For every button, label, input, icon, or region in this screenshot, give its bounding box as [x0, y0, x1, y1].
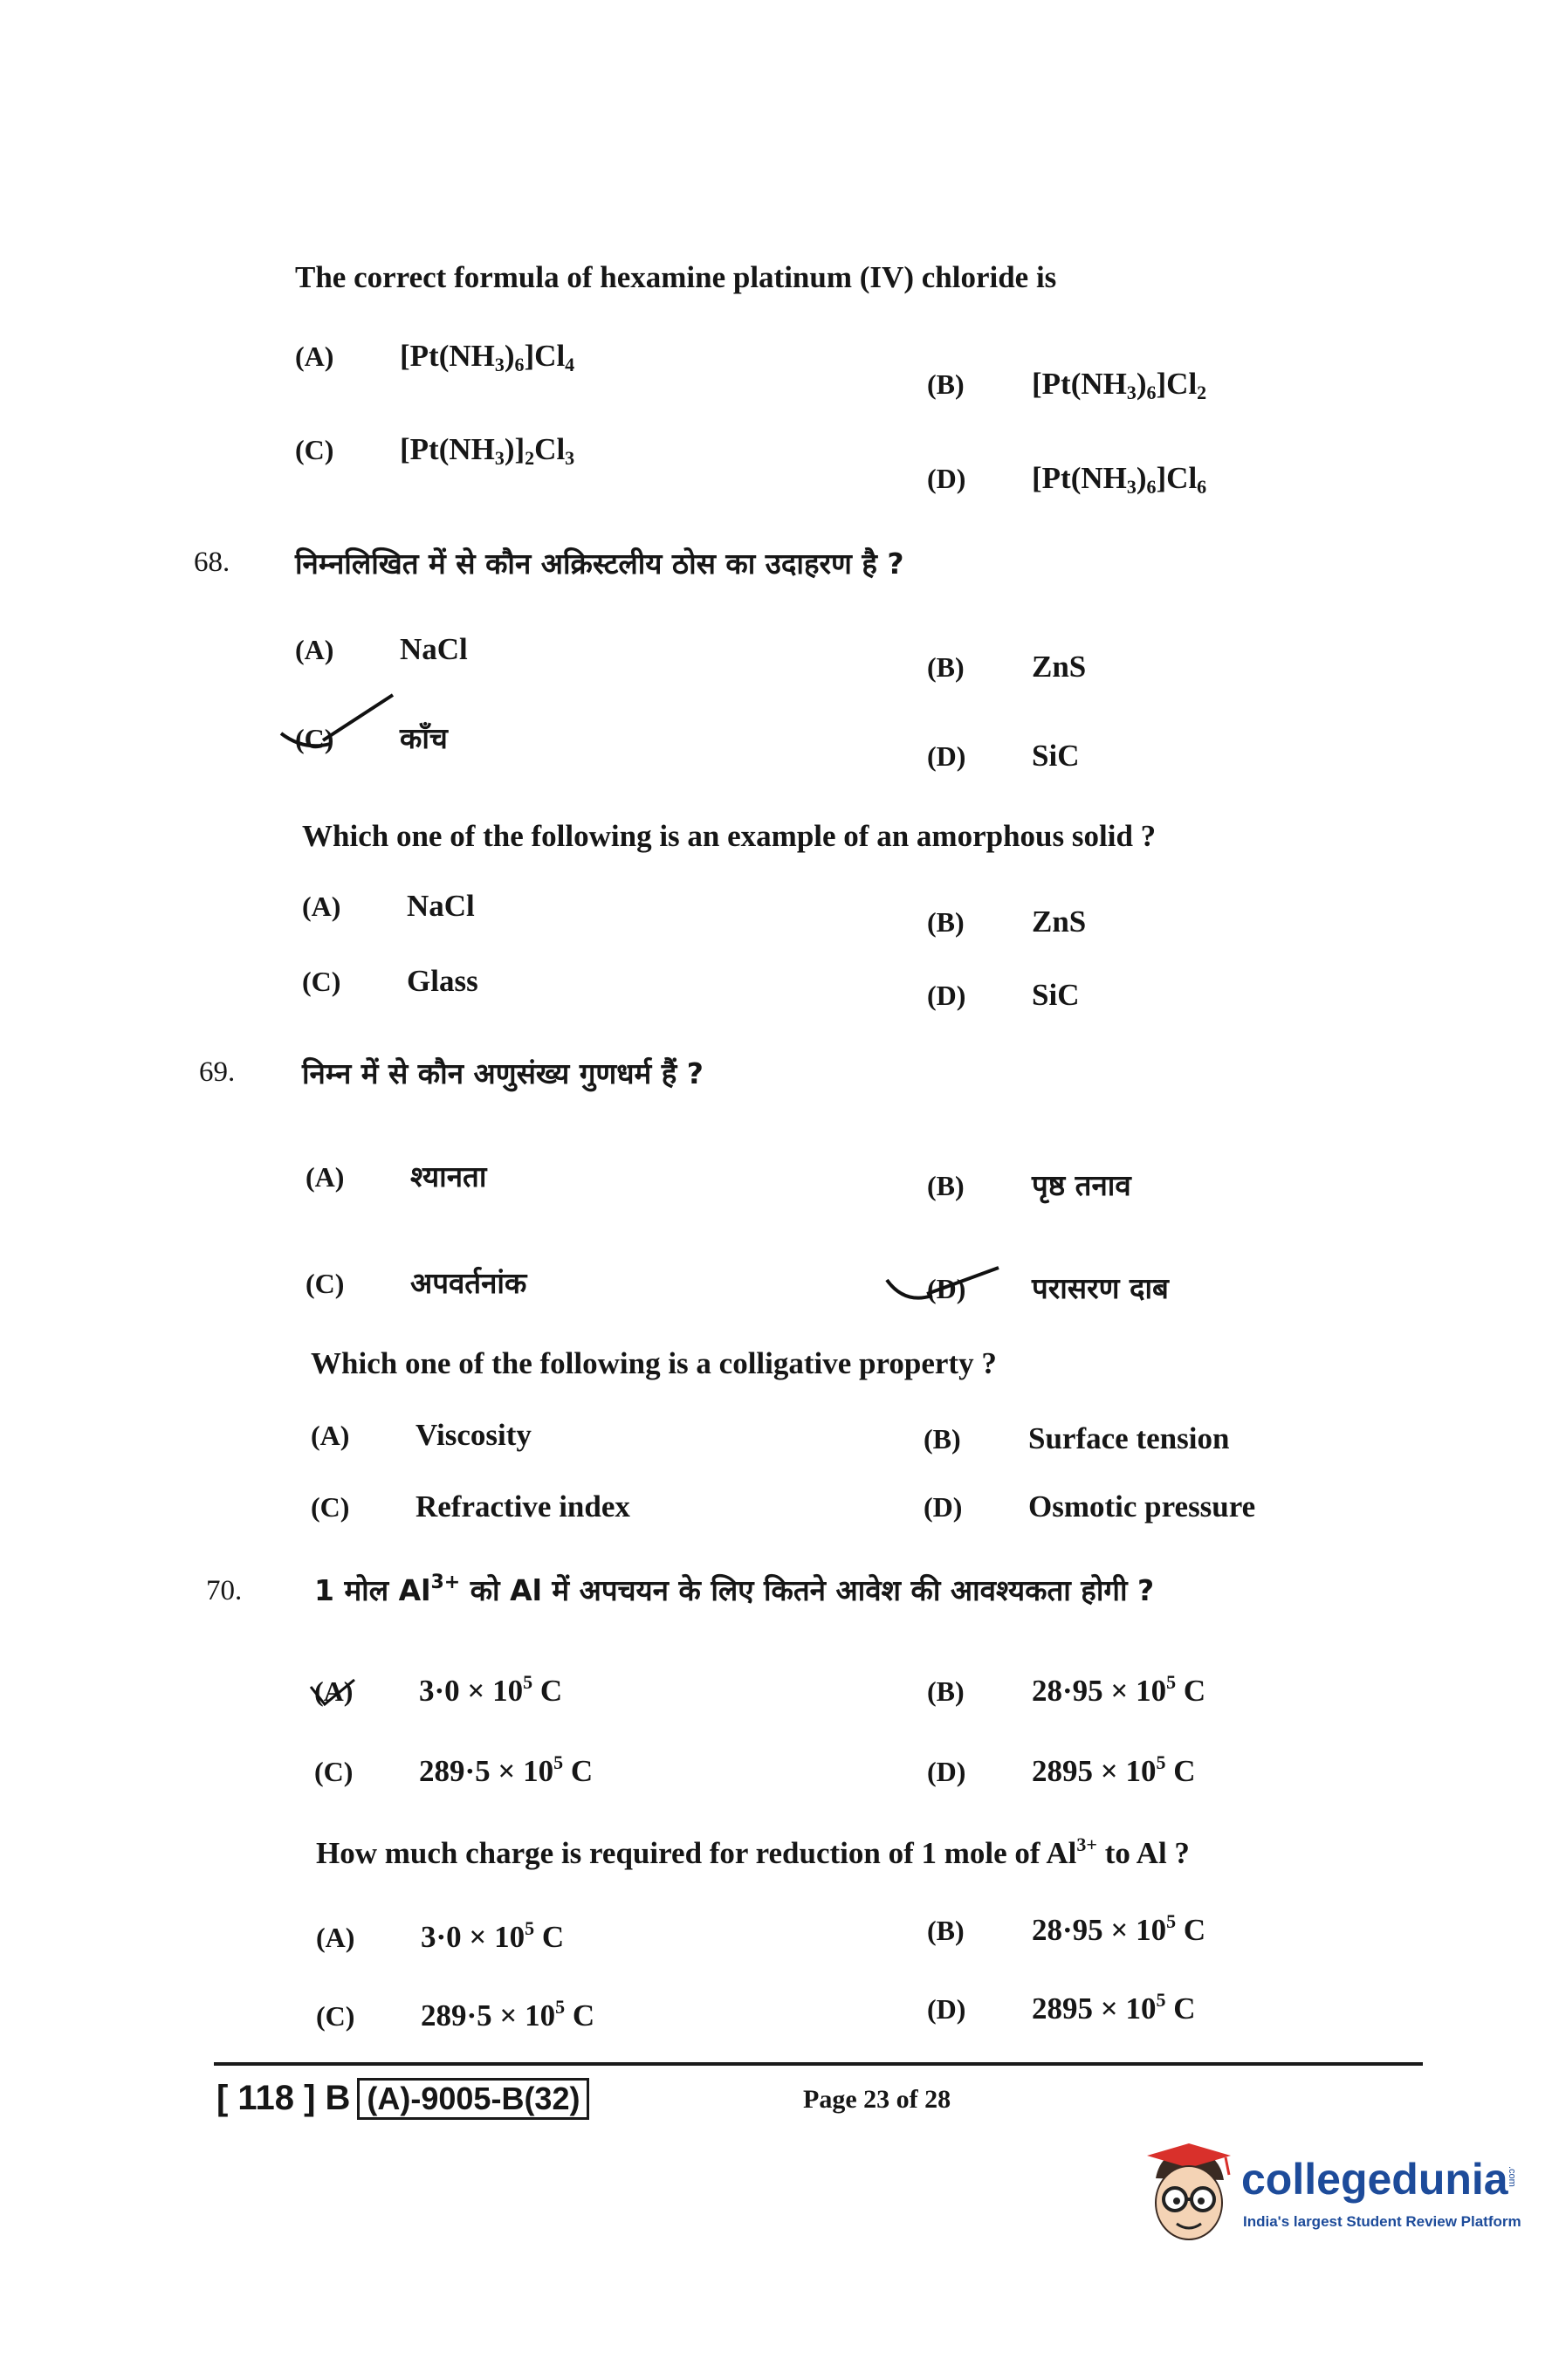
question-70-stem-hindi: 1 मोल $Al^{3+}$ को Al में अपचयन के लिए कितने आवेश की आवश्यकता होगी ? [314, 1572, 1155, 1607]
question-68-stem-hindi: निम्नलिखित में से कौन अक्रिस्टलीय ठोस का उदाहरण है ? [295, 547, 904, 581]
option-value: अपवर्तनांक [410, 1266, 527, 1300]
option-label: (C) [311, 1491, 350, 1523]
option-label: (D) [927, 1756, 966, 1787]
brand-tagline: India's largest Student Review Platform [1243, 2213, 1521, 2230]
option-label: (A) [295, 634, 334, 665]
option-label: (A) [311, 1420, 350, 1451]
question-number: 70. [206, 1575, 243, 1606]
mascot-icon [1143, 2143, 1234, 2248]
question-number: 68. [194, 547, 230, 578]
q69-en-option-b[interactable] [924, 1421, 1229, 1456]
option-value: $[Pt(NH_3)_6]Cl_4$ [400, 339, 575, 375]
q70-hi-option-d[interactable] [927, 1751, 1195, 1789]
q70-en-option-d[interactable] [927, 1989, 1195, 2026]
option-label: (A) [302, 891, 341, 922]
option-value: SiC [1032, 739, 1080, 773]
option-label: (D) [927, 463, 966, 494]
q69-en-option-d[interactable] [924, 1489, 1255, 1524]
question-69-stem-english: Which one of the following is a colligative property ? [311, 1346, 997, 1380]
q69-hi-option-c[interactable] [306, 1262, 526, 1302]
option-value: पृष्ठ तनाव [1032, 1168, 1131, 1202]
q68-en-option-a[interactable] [302, 889, 475, 924]
option-label: (B) [927, 906, 965, 938]
paper-code: [ 118 ] B (A)-9005-B(32) [216, 2078, 589, 2120]
option-label: (C) [306, 1268, 345, 1299]
option-value: $[Pt(NH_3)]_2Cl_3$ [400, 432, 575, 469]
q70-hi-option-a[interactable] [314, 1671, 562, 1709]
option-value: $3\cdot 0 \times 10^5$ C [421, 1917, 565, 1954]
option-label: (A) [295, 340, 334, 372]
option-label: (B) [927, 651, 965, 683]
option-value: $[Pt(NH_3)_6]Cl_6$ [1032, 461, 1207, 498]
option-label: (D) [924, 1491, 963, 1523]
q67-option-d[interactable] [927, 461, 1206, 499]
question-69-stem-hindi: निम्न में से कौन अणुसंख्य गुणधर्म हैं ? [302, 1056, 704, 1090]
q69-hi-option-d[interactable] [927, 1268, 1169, 1307]
question-68-stem-english: Which one of the following is an example of an amorphous solid ? [302, 819, 1157, 853]
option-value: Surface tension [1028, 1421, 1230, 1455]
option-label: (C) [295, 723, 334, 754]
paper-code-box: (A)-9005-B(32) [357, 2078, 589, 2120]
option-value: $3\cdot 0 \times 10^5$ C [419, 1671, 563, 1708]
q68-en-option-b[interactable] [927, 905, 1086, 939]
question-67-stem: The correct formula of hexamine platinum (IV) chloride is [295, 260, 1057, 294]
option-value: $28\cdot 95 \times 10^5$ C [1032, 1910, 1206, 1947]
option-value: ZnS [1032, 905, 1087, 939]
q70-hi-option-c[interactable] [314, 1751, 593, 1789]
q70-en-option-c[interactable] [316, 1996, 594, 2033]
question-70-stem-english: How much charge is required for reduction of 1 mole of $Al^{3+}$ to Al ? [316, 1833, 1190, 1870]
option-label: (C) [302, 966, 341, 997]
option-label: (C) [295, 434, 334, 465]
option-label: (C) [314, 1756, 354, 1787]
page-number: Page 23 of 28 [803, 2085, 951, 2114]
option-value: श्यानता [410, 1159, 487, 1193]
option-label: (D) [927, 1273, 966, 1304]
option-value: $2895 \times 10^5$ C [1032, 1751, 1196, 1788]
q68-hi-option-a[interactable] [295, 632, 468, 667]
option-value: Osmotic pressure [1028, 1489, 1256, 1524]
option-value: Glass [407, 964, 478, 998]
option-value: $[Pt(NH_3)_6]Cl_2$ [1032, 367, 1207, 403]
q68-hi-option-b[interactable] [927, 650, 1086, 684]
option-label: (B) [927, 1675, 965, 1707]
option-label: (B) [927, 1170, 965, 1201]
q70-en-option-a[interactable] [316, 1917, 564, 1955]
option-value: $289\cdot 5 \times 10^5$ C [419, 1751, 594, 1788]
q67-option-b[interactable] [927, 367, 1206, 404]
option-label: (B) [927, 1915, 965, 1946]
q69-hi-option-b[interactable] [927, 1165, 1131, 1204]
option-label: (B) [924, 1423, 961, 1455]
option-value: ZnS [1032, 650, 1087, 684]
option-value: NaCl [400, 632, 468, 666]
option-label: (A) [314, 1675, 354, 1707]
question-number: 69. [199, 1056, 236, 1088]
option-label: (D) [927, 980, 966, 1011]
option-value: $2895 \times 10^5$ C [1032, 1989, 1196, 2026]
q69-en-option-a[interactable] [311, 1418, 532, 1453]
brand-name: collegedunia [1241, 2155, 1508, 2204]
option-value: SiC [1032, 978, 1080, 1012]
q68-en-option-d[interactable] [927, 978, 1079, 1013]
q70-en-option-b[interactable] [927, 1910, 1205, 1948]
q70-hi-option-b[interactable] [927, 1671, 1205, 1709]
option-value: $28\cdot 95 \times 10^5$ C [1032, 1671, 1206, 1708]
option-value: Refractive index [416, 1489, 630, 1524]
option-value: NaCl [407, 889, 475, 923]
footer-divider [214, 2062, 1423, 2066]
option-value: काँच [400, 721, 448, 755]
collegedunia-watermark [1143, 2143, 1528, 2248]
option-label: (D) [927, 1993, 966, 2025]
q68-hi-option-c[interactable] [295, 718, 448, 757]
option-label: (D) [927, 740, 966, 772]
brand-domain: .com [1507, 2166, 1517, 2187]
q69-hi-option-a[interactable] [306, 1156, 486, 1195]
option-value: Viscosity [416, 1418, 532, 1452]
q69-en-option-c[interactable] [311, 1489, 630, 1524]
q67-option-c[interactable] [295, 432, 574, 470]
option-value: परासरण दाब [1032, 1271, 1169, 1305]
option-label: (B) [927, 368, 965, 400]
option-label: (C) [316, 2000, 355, 2032]
option-label: (A) [306, 1161, 345, 1193]
option-label: (A) [316, 1922, 355, 1953]
option-value: $289\cdot 5 \times 10^5$ C [421, 1996, 595, 2033]
q67-option-a[interactable] [295, 339, 574, 376]
q68-en-option-c[interactable] [302, 964, 478, 999]
q68-hi-option-d[interactable] [927, 739, 1079, 774]
